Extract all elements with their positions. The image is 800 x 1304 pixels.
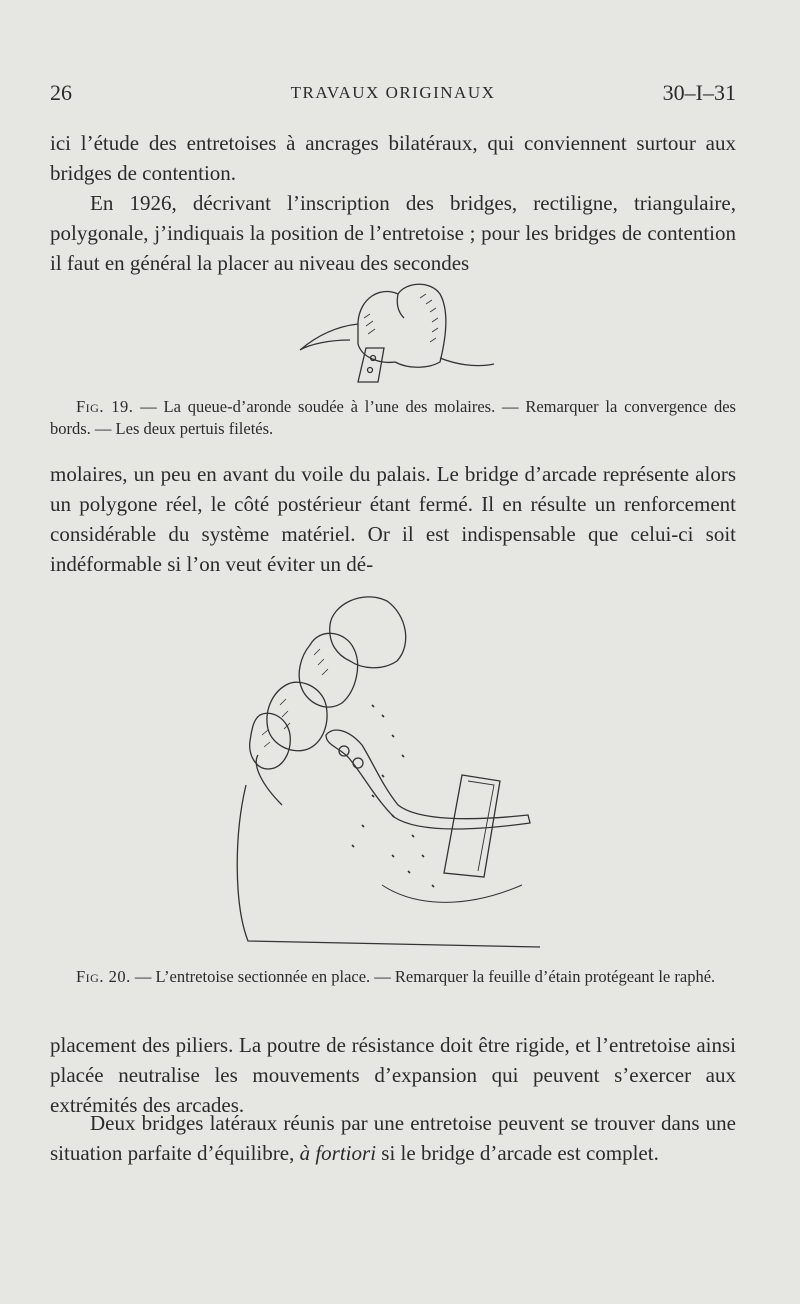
issue-date: 30–I–31 [662,80,736,105]
paragraph-1: ici l’étude des entretoises à ancrages bilatéraux, qui conviennent surtour aux bridges de contention. [50,131,736,185]
page-number: 26 [50,80,72,105]
running-header [50,80,736,110]
paragraph-5-italic: à fortiori [299,1141,377,1165]
paragraph-2: En 1926, décrivant l’inscription des bridges, rectiligne, triangulaire, polygonale, j’indiquais la position de l’entretoise ; pour les bridges de contention il faut en général la placer au niveau des secondes [50,191,736,275]
figure-20-illustration [222,585,582,955]
figure-19-caption-text: — La queue-d’aronde soudée à l’une des molaires. — Remarquer la convergence des bords. — Les deux pertuis filetés. [50,397,736,438]
figure-19-caption [50,396,736,440]
paragraph-5-text-a: Deux bridges latéraux réunis par une entretoise peuvent se trouver dans une situation parfaite d’équilibre, [50,1111,736,1165]
paragraph-4: placement des piliers. La poutre de résistance doit être rigide, et l’entretoise ainsi placée neutralise les mouvements d’expansion qui peuvent s’exercer aux extrémités des arcades. [50,1033,736,1117]
figure-20-caption-text: — L’entretoise sectionnée en place. — Remarquer la feuille d’étain protégeant le raphé. [130,967,716,986]
figure-20-caption [50,966,736,988]
running-title: TRAVAUX ORIGINAUX [290,83,496,102]
figure-19-illustration [280,278,500,388]
figure-20-label: Fig. 20. [76,967,131,986]
paragraph-5-text-b: si le bridge d’arcade est complet. [376,1141,659,1165]
figure-19-label: Fig. 19. [76,397,134,416]
paragraph-5 [50,1108,736,1168]
paragraph-3: molaires, un peu en avant du voile du palais. Le bridge d’arcade représente alors un polygone réel, le côté postérieur étant fermé. Il en résulte un renforcement considérable du système matériel. Or il est indispensable que celui-ci soit indéformable si l’on veut éviter un dé- [50,462,736,576]
